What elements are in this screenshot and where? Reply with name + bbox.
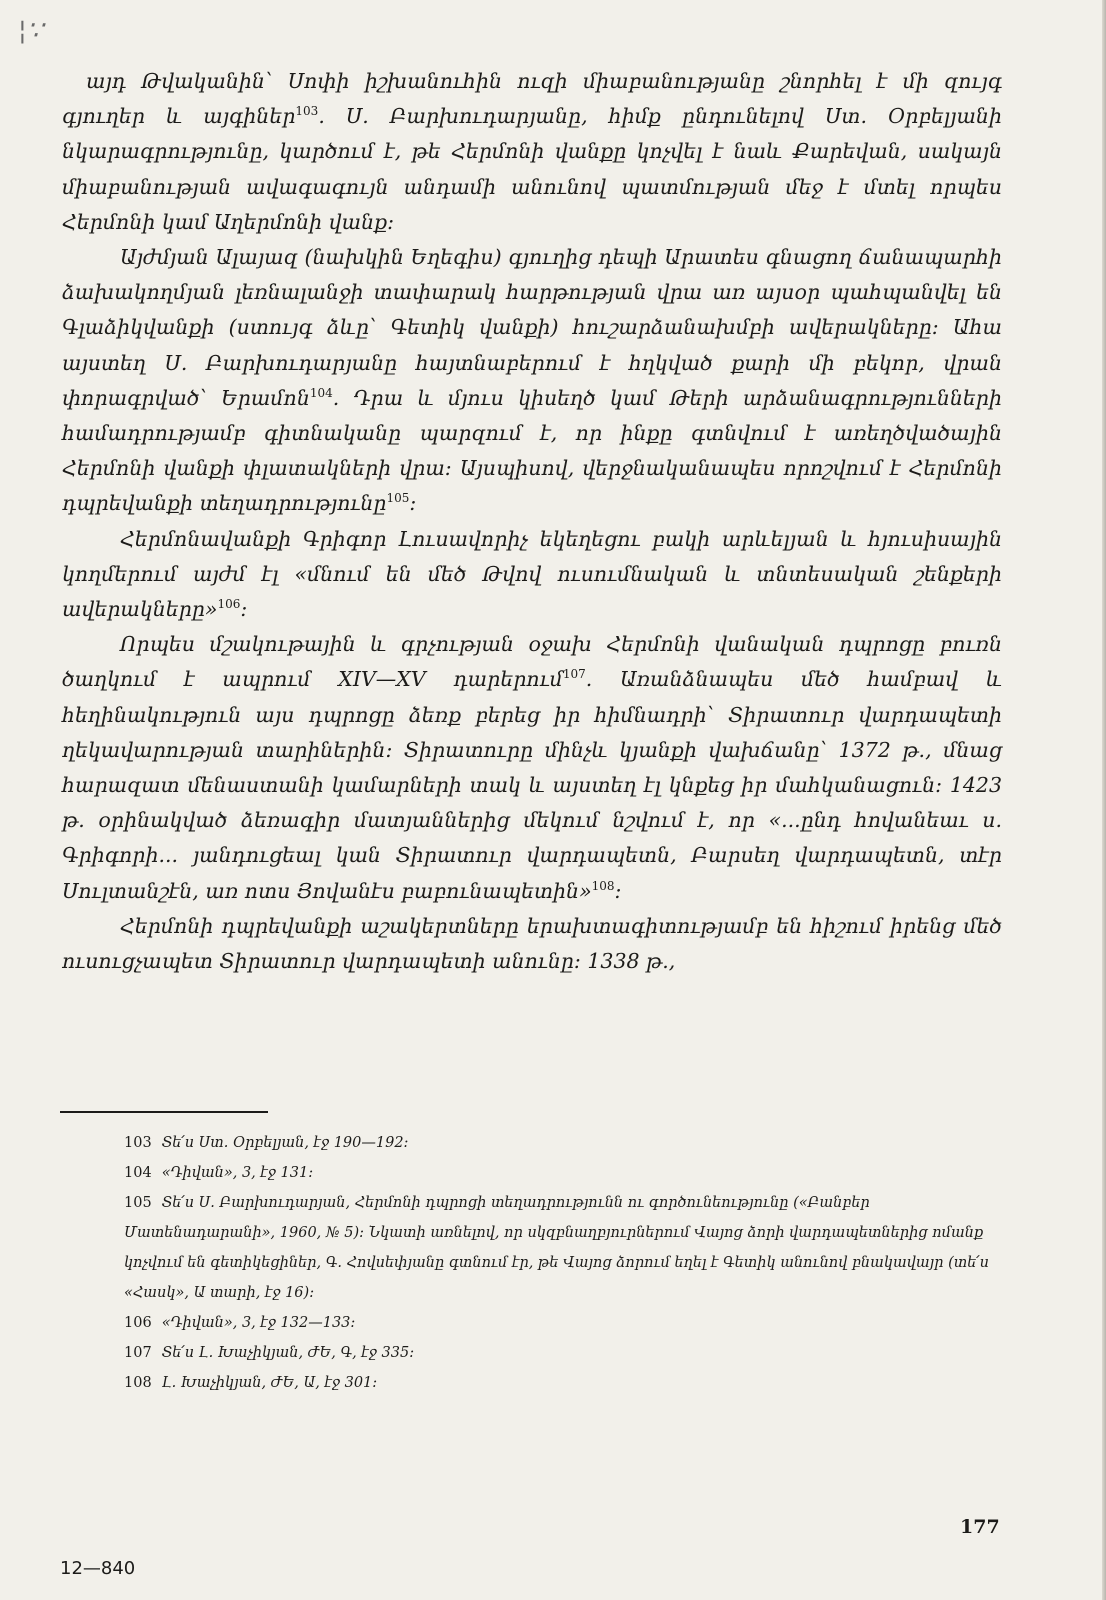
footnote [124,1308,1004,1338]
footnote-text: Տե՛ս Ս. Բարխուդարյան, Հերմոնի դպրոցի տեղադրությունն ու գործունեությունը («Բանբեր Մատենադարանի», 1960, № 5)։ Նկատի առնելով, որ սկզբնաղբյուրներում Վայոց ձորի վարդապետներից ոմանք կոչվում են գետիկեցիներ, Գ. Հովսեփյանը գտնում էր, թե Վայոց ձորում եղել է Գետիկ անունով բնակավայր (տե՛ս «Հասկ», Ա տարի, էջ 16)։ [124,1195,989,1301]
footnote-number: 108 [124,1375,152,1391]
paragraph-4: Որպես մշակութային և գրչության օջախ Հերմոնի վանական դպրոցը բուռն ծաղկում է ապրում XIV—XV դարերում$^{107}$. Առանձնապես մեծ համբավ և հեղինակություն այս դպրոցը ձեռք բերեց իր հիմնադրի՝ Տիրատուր վարդապետի ղեկավարության տարիներին։ Տիրատուրը մինչև կյանքի վախճանը՝ 1372 թ., մնաց հարազատ մենաստանի կամարների տակ և այստեղ էլ կնքեց իր մահկանացուն։ 1423 թ. օրինակված ձեռագիր մատյաններից մեկում նշվում է, որ «...ընդ հովանեաւ ս. Գրիգորի... յանդուցեալ կան Տիրատուր վարդապետն, Բարսեղ վարդապետն, տէր Սուլտանշէն, առ ոտս Յովանէս բաբունապետին»$^{108}$։ [62,632,1002,903]
footnote-text: Լ. Խաչիկյան, ԺԵ, Ա, էջ 301։ [161,1375,378,1391]
footnote-ref: 108 [591,878,615,893]
footnote-ref: 105 [386,491,410,506]
footnote [124,1158,1004,1188]
page-corner-mark: ¦∵ [18,16,44,46]
paragraph-5 [62,909,1002,979]
footnote-number: 105 [124,1195,152,1211]
footnotes-section [124,1128,1004,1398]
paragraph-tail: ։ [240,597,248,622]
footnote [124,1368,1004,1398]
page-edge-shadow [1102,0,1106,1600]
paragraph-2: Այժմյան Ալայազ (նախկին Եղեգիս) գյուղից դեպի Արատես գնացող ճանապարհի ձախակողմյան լեռնալանջի տափարակ հարթության վրա առ այսօր պահպանվել են Գլաձիկվանքի (ստույգ ձևը՝ Գետիկ վանքի) հուշարձանախմբի ավերակները։ Ահա այստեղ Ս. Բարխուդարյանը հայտնաբերում է հղկված քարի մի բեկոր, վրան փորագրված՝ Երամոն$^{104}$. Դրա և մյուս կիսեղծ կամ Թերի արձանագրությունների համադրությամբ գիտնականը պարզում է, որ ինքը գտնվում է առեղծվածային Հերմոնի վանքի փլատակների վրա։ Այսպիսով, վերջնականապես որոշվում է Հերմոնի դպրեվանքի տեղադրությունը$^{105}$։ [62,245,1002,516]
footnote [124,1188,1004,1308]
paragraph-text: Այժմյան Ալայազ (նախկին Եղեգիս) գյուղից դեպի Արատես գնացող ճանապարհի ձախակողմյան լեռնալանջի տափարակ հարթության վրա առ այսօր պահպանվել են Գլաձիկվանքի (ստույգ ձևը՝ Գետիկ վանքի) հուշարձանախմբի ավերակները։ Ահա այստեղ Ս. Բարխուդարյանը հայտնաբերում է հղկված քարի մի բեկոր, վրան փորագրված՝ Երամոն [62,245,1002,410]
paragraph-3 [62,522,1002,628]
footnote [124,1338,1004,1368]
footnote-text: Տե՛ս Լ. Խաչիկյան, ԺԵ, Գ, էջ 335։ [161,1345,415,1361]
paragraph-text: այդ Թվականին՝ Սոփի իշխանուհին ուզի միաբանությանը շնորհել է մի զույգ գյուղեր և այգիներ [62,69,1002,129]
paragraph-tail: . Դրա և մյուս կիսեղծ կամ Թերի արձանագրությունների համադրությամբ գիտնականը պարզում է, որ ինքը գտնվում է առեղծվածային Հերմոնի վանքի փլատակների վրա։ Այսպիսով, վերջնականապես որոշվում է Հերմոնի դպրեվանքի տեղադրությունը [62,385,1002,516]
paragraph-tail: . Առանձնապես մեծ համբավ և հեղինակություն այս դպրոցը ձեռք բերեց իր հիմնադրի՝ Տիրատուր վարդապետի ղեկավարության տարիներին։ Տիրատուրը մինչև կյանքի վախճանը՝ 1372 թ., մնաց հարազատ մենաստանի կամարների տակ և այստեղ էլ կնքեց իր մահկանացուն։ 1423 թ. օրինակված ձեռագիր մատյաններից մեկում նշվում է, որ «...ընդ հովանեաւ ս. Գրիգորի... յանդուցեալ կան Տիրատուր վարդապետն, Բարսեղ վարդապետն, տէր Սուլտանշէն, առ ոտս Յովանէս բաբունապետին» [62,667,1002,903]
footnote-divider [60,1111,268,1113]
footnote-ref: 106 [217,597,241,612]
footnote-number: 103 [124,1135,152,1151]
paragraph-text: Որպես մշակութային և գրչության օջախ Հերմոնի վանական դպրոցը բուռն ծաղկում է ապրում XIV—XV դարերում [62,632,1002,692]
footnote-text: «Դիվան», 3, էջ 132—133։ [161,1315,356,1331]
footnote-ref: 107 [562,667,586,682]
paragraph-text: Հերմոնի դպրեվանքի աշակերտները երախտագիտությամբ են հիշում իրենց մեծ ուսուցչապետ Տիրատուր վարդապետի անունը։ 1338 թ., [62,913,1002,974]
paragraph-1 [62,64,1002,240]
footnote-ref: 104 [309,386,333,400]
footnote-number: 107 [124,1345,152,1361]
paragraph-tail: . Ս. Բարխուդարյանը, հիմք ընդունելով Ստ. Օրբելյանի նկարագրությունը, կարծում է, թե Հերմոնի վանքը կոչվել է նաև Քարեվան, սակայն միաբանության ավագագույն անդամի անունով պատմության մեջ է մտել որպես Հերմոնի կամ Աղերմոնի վանք։ [62,104,1002,234]
footnote-text: «Դիվան», 3, էջ 131։ [161,1165,314,1181]
footnote-text: Տե՛ս Ստ. Օրբելյան, էջ 190—192։ [161,1135,409,1151]
main-body-text [62,64,1002,979]
footnote-number: 106 [124,1315,152,1331]
page-number: 177 [960,1516,1000,1538]
footnote-number: 104 [124,1165,152,1181]
paragraph-text: Հերմոնավանքի Գրիգոր Լուսավորիչ եկեղեցու բակի արևելյան և հյուսիսային կողմերում այժմ էլ «մնում են մեծ Թվով ուսումնական և տնտեսական շենքերի ավերակները» [62,526,1002,622]
printer-signature-mark: 12—840 [60,1558,136,1579]
footnote [124,1128,1004,1158]
footnote-ref: 103 [295,104,319,119]
